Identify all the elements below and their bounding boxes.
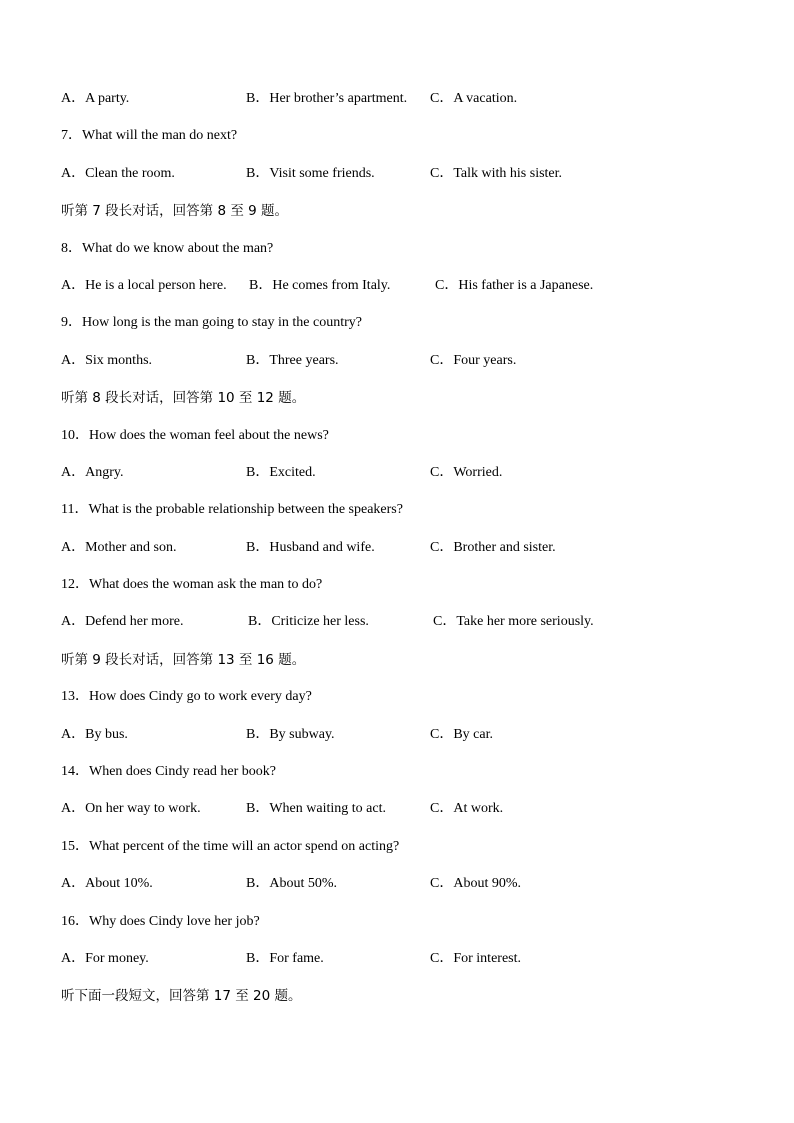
option-b: B．By subway. (246, 726, 335, 742)
question-text: 9．How long is the man going to stay in the country? (61, 315, 362, 331)
answer-options-row (61, 462, 751, 499)
section-instruction: 听第 7 段长对话，回答第 8 至 9 题。 (61, 203, 289, 220)
option-b: B．Visit some friends. (246, 165, 375, 181)
option-c: C．A vacation. (430, 91, 518, 106)
option-b: B．For fame. (246, 950, 324, 966)
answer-options-row (61, 798, 751, 835)
option-c: C．Brother and sister. (430, 539, 556, 555)
option-b: B．When waiting to act. (246, 801, 386, 817)
question-text: 12．What does the woman ask the man to do? (61, 577, 323, 593)
answer-options-row (61, 350, 751, 387)
question-text: 15．What percent of the time will an actor spend on acting? (61, 838, 400, 854)
option-c: C．Talk with his sister. (430, 165, 563, 181)
option-b: B．Husband and wife. (246, 539, 375, 555)
option-a: A．Defend her more. (61, 614, 184, 630)
option-c: C．His father is a Japanese. (435, 277, 594, 293)
option-a: A．Mother and son. (61, 539, 177, 555)
answer-options-row (61, 275, 751, 312)
exam-page (61, 88, 751, 1023)
option-b: B．Her brother’s apartment. (246, 91, 408, 106)
question-text: 16．Why does Cindy love her job? (61, 913, 260, 929)
answer-options-row (61, 873, 751, 910)
answer-options-row (61, 948, 751, 985)
section-instruction: 听下面一段短文，回答第 17 至 20 题。 (61, 988, 302, 1005)
option-c: C．Worried. (430, 464, 503, 480)
option-a: A．A party. (61, 91, 130, 106)
option-c: C．By car. (430, 726, 493, 742)
answer-options-row (61, 724, 751, 761)
option-b: B．He comes from Italy. (249, 277, 391, 293)
option-c: C．Take her more seriously. (433, 614, 594, 630)
answer-options-row (61, 88, 751, 125)
option-c: C．About 90%. (430, 876, 521, 892)
section-instruction: 听第 9 段长对话，回答第 13 至 16 题。 (61, 651, 306, 668)
option-b: B．Excited. (246, 464, 316, 480)
option-c: C．At work. (430, 801, 504, 817)
question-text: 8．What do we know about the man? (61, 240, 274, 256)
option-a: A．By bus. (61, 726, 128, 742)
option-a: A．Angry. (61, 464, 124, 480)
option-a: A．For money. (61, 950, 149, 966)
question-text: 14．When does Cindy read her book? (61, 764, 276, 780)
answer-options-row (61, 163, 751, 200)
section-instruction: 听第 8 段长对话，回答第 10 至 12 题。 (61, 390, 306, 407)
option-a: A．About 10%. (61, 876, 153, 892)
question-text: 10．How does the woman feel about the news? (61, 427, 329, 443)
option-a: A．He is a local person here. (61, 277, 227, 293)
option-a: A．Clean the room. (61, 165, 175, 181)
option-b: B．Three years. (246, 352, 339, 368)
question-text: 11．What is the probable relationship between the speakers? (61, 502, 403, 518)
option-b: B．Criticize her less. (248, 614, 369, 630)
answer-options-row (61, 537, 751, 574)
answer-options-row (61, 611, 751, 648)
option-a: A．On her way to work. (61, 801, 201, 817)
option-c: C．For interest. (430, 950, 521, 966)
question-text: 7．What will the man do next? (61, 128, 238, 144)
option-c: C．Four years. (430, 352, 517, 368)
option-b: B．About 50%. (246, 876, 337, 892)
option-a: A．Six months. (61, 352, 153, 368)
question-text: 13．How does Cindy go to work every day? (61, 689, 312, 705)
